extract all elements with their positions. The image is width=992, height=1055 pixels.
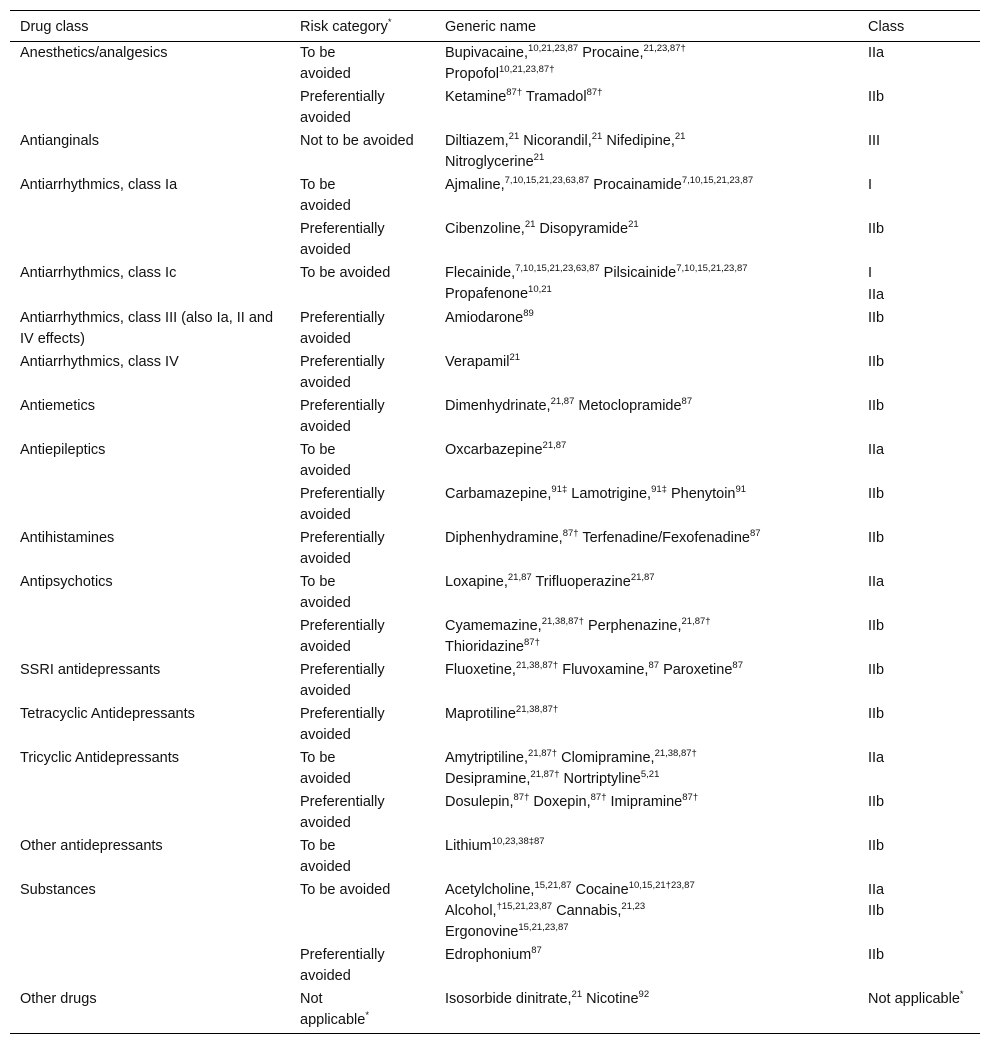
risk-category-text: Preferentially avoided [300, 662, 385, 699]
class-cell [858, 483, 980, 527]
drug-name: Metoclopramide [574, 398, 682, 414]
drug-name: Lithium [445, 838, 492, 854]
table-row [10, 944, 980, 988]
generic-name-cell [435, 86, 858, 130]
table-row [10, 615, 980, 659]
reference-superscript: 21,38,87† [515, 704, 559, 716]
drug-name: Procainamide [589, 177, 682, 193]
drug-name: Paroxetine [659, 662, 733, 678]
class-value: IIa [868, 882, 885, 898]
drug-name: Lamotrigine, [567, 486, 652, 502]
drug-name: Cannabis, [552, 903, 622, 919]
reference-superscript: 21 [533, 152, 545, 164]
class-cell [858, 791, 980, 835]
generic-name-line [445, 87, 852, 108]
reference-superscript: 21,38,87† [541, 616, 584, 628]
drug-name: Alcohol, [445, 903, 497, 919]
class-value: IIa [868, 750, 885, 766]
risk-category-text: To be avoided [300, 882, 391, 898]
class-cell [858, 879, 980, 944]
drug-class-cell: Antiarrhythmics, class IV [20, 354, 179, 370]
drug-name: Ajmaline, [445, 177, 505, 193]
reference-superscript: 21 [508, 131, 520, 143]
reference-superscript: 21,87† [681, 616, 711, 628]
reference-superscript: 21,87† [530, 769, 560, 781]
drug-name: Carbamazepine, [445, 486, 552, 502]
reference-superscript: 21,87 [550, 396, 575, 408]
table-row [10, 527, 980, 571]
class-value: I [868, 177, 873, 193]
generic-name-line [445, 219, 852, 240]
class-value: IIb [868, 903, 885, 919]
risk-category-text: To be avoided [300, 45, 351, 82]
generic-name-cell [435, 879, 858, 944]
generic-name-line [445, 43, 852, 64]
generic-name-line [445, 484, 852, 505]
drug-name: Cyamemazine, [445, 618, 542, 634]
risk-category-cell [290, 527, 435, 571]
class-value: IIb [868, 398, 885, 414]
risk-category-text: Preferentially avoided [300, 794, 385, 831]
generic-name-line [445, 922, 852, 943]
table-row [10, 262, 980, 307]
class-value: IIb [868, 706, 885, 722]
drug-class-cell: Antiarrhythmics, class Ia [20, 177, 178, 193]
drug-class-cell: SSRI antidepressants [20, 662, 161, 678]
risk-category-cell [290, 262, 435, 307]
class-cell [858, 835, 980, 879]
table-row [10, 218, 980, 262]
generic-name-line [445, 572, 852, 593]
generic-name-cell [435, 527, 858, 571]
risk-category-text: Not applicable [300, 991, 366, 1028]
table-row [10, 42, 980, 87]
risk-category-text: Preferentially avoided [300, 530, 385, 567]
risk-category-cell [290, 483, 435, 527]
reference-superscript: 15,21,87 [534, 880, 572, 892]
table-row [10, 351, 980, 395]
drug-name: Propofol [445, 66, 500, 82]
risk-category-cell [290, 130, 435, 174]
table-row [10, 791, 980, 835]
drug-class-cell: Other drugs [10, 988, 290, 1034]
class-value: IIa [868, 45, 885, 61]
generic-name-cell [435, 130, 858, 174]
generic-name-cell [435, 262, 858, 307]
drug-class-cell [10, 86, 290, 130]
drug-name: Cibenzoline, [445, 221, 525, 237]
risk-category-cell [290, 307, 435, 351]
generic-name-line [445, 308, 852, 329]
reference-superscript: 21,38,87† [654, 748, 697, 760]
class-cell [858, 527, 980, 571]
reference-superscript: 21 [509, 352, 521, 364]
table-row [10, 703, 980, 747]
reference-superscript: 21 [628, 219, 639, 231]
drug-class-cell: Antihistamines [20, 530, 115, 546]
risk-category-cell [290, 944, 435, 988]
reference-superscript: 7,10,15,21,23,63,87 [515, 263, 600, 275]
class-value: IIb [868, 486, 885, 502]
class-value: IIb [868, 89, 885, 105]
generic-name-cell [435, 944, 858, 988]
risk-category-cell [290, 879, 435, 944]
risk-category-cell [290, 659, 435, 703]
header-class: Class [858, 11, 980, 42]
generic-name-cell [435, 791, 858, 835]
drug-name: Edrophonium [445, 947, 532, 963]
reference-superscript: 87† [562, 528, 579, 540]
drug-name: Bupivacaine, [445, 45, 529, 61]
reference-superscript: 21,87† [528, 748, 558, 760]
risk-category-text: To be avoided [300, 442, 351, 479]
class-cell [858, 351, 980, 395]
drug-name: Nortriptyline [559, 771, 641, 787]
table-row [10, 835, 980, 879]
drug-name: Flecainide, [445, 265, 516, 281]
generic-name-line [445, 637, 852, 658]
risk-category-text: Preferentially avoided [300, 947, 385, 984]
reference-superscript: 7,10,15,21,23,87 [681, 175, 754, 187]
drug-risk-table [10, 10, 980, 1034]
table-row [10, 747, 980, 791]
reference-superscript: 87† [524, 637, 540, 649]
risk-category-cell [290, 218, 435, 262]
drug-name: Perphenazine, [583, 618, 682, 634]
drug-class-cell [10, 791, 290, 835]
generic-name-cell [435, 351, 858, 395]
class-cell [858, 988, 980, 1034]
reference-superscript: 21 [524, 219, 536, 231]
generic-name-cell [435, 307, 858, 351]
drug-name: Diphenhydramine, [445, 530, 563, 546]
reference-superscript: 87† [586, 87, 603, 99]
reference-superscript: 87 [531, 945, 542, 957]
generic-name-line [445, 901, 852, 922]
generic-name-cell [435, 218, 858, 262]
generic-name-line [445, 131, 852, 152]
class-value: IIa [868, 442, 885, 458]
reference-superscript: 87† [590, 792, 607, 804]
risk-category-cell [290, 747, 435, 791]
risk-category-text: Not to be avoided [300, 133, 414, 149]
reference-superscript: 10,15,21†23,87 [628, 880, 695, 892]
drug-name: Phenytoin [666, 486, 736, 502]
table-row [10, 879, 980, 944]
class-value: IIb [868, 838, 885, 854]
drug-class-cell [10, 615, 290, 659]
generic-name-cell [435, 659, 858, 703]
drug-class-cell [10, 218, 290, 262]
generic-name-line [445, 440, 852, 461]
drug-class-cell [10, 944, 290, 988]
drug-name: Nifedipine, [602, 133, 675, 149]
drug-name: Pilsicainide [599, 265, 677, 281]
reference-superscript: 21,87 [630, 572, 655, 584]
reference-superscript: 87 [648, 660, 660, 672]
drug-class-cell: Antiepileptics [20, 442, 106, 458]
drug-name: Nitroglycerine [445, 154, 534, 170]
drug-name: Ergonovine [445, 924, 519, 940]
drug-name: Dimenhydrinate, [445, 398, 551, 414]
drug-class-cell: Anesthetics/analgesics [20, 45, 168, 61]
risk-category-text: Preferentially avoided [300, 706, 385, 743]
generic-name-cell [435, 835, 858, 879]
class-cell [858, 439, 980, 483]
drug-class-cell: Antipsychotics [20, 574, 113, 590]
drug-name: Procaine, [578, 45, 644, 61]
table-row [10, 174, 980, 218]
class-cell [858, 42, 980, 87]
class-value: IIb [868, 947, 885, 963]
header-risk-category [290, 11, 435, 42]
class-cell [858, 86, 980, 130]
class-cell [858, 130, 980, 174]
reference-superscript: 87 [750, 528, 761, 540]
class-cell [858, 944, 980, 988]
drug-name: Diltiazem, [445, 133, 509, 149]
generic-name-line [445, 945, 852, 966]
drug-class-cell: Antiemetics [20, 398, 95, 414]
generic-name-line [445, 352, 852, 373]
generic-name-line [445, 284, 852, 305]
drug-name: Amytriptiline, [445, 750, 528, 766]
table-row [10, 395, 980, 439]
risk-category-text: Preferentially avoided [300, 398, 385, 435]
reference-superscript: 87† [506, 87, 523, 99]
class-cell [858, 218, 980, 262]
drug-name: Nicotine [582, 991, 639, 1007]
risk-category-text: Preferentially avoided [300, 486, 385, 523]
class-cell [858, 703, 980, 747]
class-cell [858, 174, 980, 218]
drug-name: Verapamil [445, 354, 510, 370]
drug-class-cell [10, 483, 290, 527]
risk-category-text: To be avoided [300, 265, 391, 281]
class-cell [858, 395, 980, 439]
drug-name: Tramadol [522, 89, 587, 105]
reference-superscript: 7,10,15,21,23,63,87 [504, 175, 590, 187]
class-cell [858, 615, 980, 659]
class-cell [858, 571, 980, 615]
drug-name: Fluoxetine, [445, 662, 516, 678]
reference-superscript: 21 [591, 131, 603, 143]
reference-superscript: †15,21,23,87 [496, 901, 553, 913]
generic-name-line [445, 616, 852, 637]
risk-category-text: Preferentially avoided [300, 354, 385, 391]
drug-name: Fluvoxamine, [558, 662, 649, 678]
reference-superscript: 89 [523, 308, 534, 320]
class-cell [858, 307, 980, 351]
generic-name-cell [435, 439, 858, 483]
generic-name-line [445, 989, 852, 1010]
generic-name-cell [435, 615, 858, 659]
drug-class-cell: Tetracyclic Antidepressants [20, 706, 195, 722]
drug-class-cell: Antiarrhythmics, class Ic [20, 265, 177, 281]
drug-name: Imipramine [606, 794, 683, 810]
generic-name-cell [435, 988, 858, 1034]
class-cell [858, 659, 980, 703]
drug-name: Disopyramide [535, 221, 629, 237]
class-value: IIa [868, 574, 885, 590]
reference-superscript: 91‡ [551, 484, 568, 496]
drug-name: Maprotiline [445, 706, 516, 722]
reference-superscript: 92 [638, 989, 650, 1001]
risk-category-text: To be avoided [300, 177, 351, 214]
generic-name-line [445, 660, 852, 681]
generic-name-line [445, 396, 852, 417]
drug-name: Ketamine [445, 89, 507, 105]
risk-category-cell [290, 42, 435, 87]
class-cell [858, 262, 980, 307]
reference-superscript: 10,21,23,87 [528, 43, 579, 55]
class-value: IIb [868, 662, 885, 678]
risk-category-cell [290, 174, 435, 218]
drug-name: Oxcarbazepine [445, 442, 543, 458]
drug-name: Acetylcholine, [445, 882, 535, 898]
risk-category-cell [290, 86, 435, 130]
reference-superscript: 10,23,38‡87 [491, 836, 545, 848]
class-value: Not applicable [868, 991, 960, 1007]
drug-name: Doxepin, [529, 794, 591, 810]
drug-name: Loxapine, [445, 574, 508, 590]
generic-name-cell [435, 483, 858, 527]
class-value: IIb [868, 354, 885, 370]
table-row [10, 86, 980, 130]
reference-superscript: 10,21 [528, 284, 552, 296]
generic-name-line [445, 64, 852, 85]
generic-name-line [445, 152, 852, 173]
risk-category-cell [290, 988, 435, 1034]
class-value: IIa [868, 287, 885, 303]
risk-category-cell [290, 615, 435, 659]
risk-category-text: Preferentially avoided [300, 221, 385, 258]
generic-name-line [445, 704, 852, 725]
reference-superscript: 91 [735, 484, 747, 496]
class-value: IIb [868, 221, 885, 237]
reference-superscript: 21,87 [507, 572, 532, 584]
generic-name-line [445, 792, 852, 813]
table-row [10, 307, 980, 351]
reference-superscript: 21 [674, 131, 686, 143]
reference-superscript: 87† [513, 792, 530, 804]
drug-name: Isosorbide dinitrate, [445, 991, 572, 1007]
class-value: I [868, 265, 873, 281]
drug-name: Clomipramine, [557, 750, 655, 766]
reference-superscript: 10,21,23,87† [499, 64, 555, 76]
generic-name-line [445, 769, 852, 790]
risk-category-cell [290, 351, 435, 395]
table-row [10, 439, 980, 483]
risk-category-text: To be avoided [300, 838, 351, 875]
generic-name-line [445, 836, 852, 857]
reference-superscript: 87 [732, 660, 743, 672]
drug-name: Thioridazine [445, 639, 524, 655]
class-value: III [868, 133, 881, 149]
reference-superscript: 7,10,15,21,23,87 [676, 263, 748, 275]
table-row [10, 130, 980, 174]
risk-footnote-mark: * [365, 1010, 370, 1022]
reference-superscript: 21 [571, 989, 583, 1001]
drug-name: Nicorandil, [519, 133, 592, 149]
class-value: IIb [868, 530, 885, 546]
generic-name-cell [435, 174, 858, 218]
risk-category-text: To be avoided [300, 750, 351, 787]
drug-name: Trifluoperazine [531, 574, 631, 590]
drug-class-cell: Tricyclic Antidepressants [20, 750, 180, 766]
reference-superscript: 87† [682, 792, 699, 804]
reference-superscript: 21,23,87† [643, 43, 686, 55]
risk-category-text: To be avoided [300, 574, 351, 611]
drug-class-cell: Other antidepressants [20, 838, 163, 854]
generic-name-line [445, 528, 852, 549]
reference-superscript: 21,23 [621, 901, 646, 913]
table-header [10, 11, 980, 42]
class-value: IIb [868, 618, 885, 634]
generic-name-line [445, 880, 852, 901]
drug-name: Desipramine, [445, 771, 531, 787]
risk-category-cell [290, 439, 435, 483]
generic-name-cell [435, 395, 858, 439]
drug-name: Dosulepin, [445, 794, 514, 810]
drug-class-cell: Antianginals [20, 133, 99, 149]
generic-name-cell [435, 571, 858, 615]
generic-name-cell [435, 42, 858, 87]
drug-class-cell: Antiarrhythmics, class III (also Ia, II and IV effects) [20, 310, 274, 347]
reference-superscript: 5,21 [640, 769, 660, 781]
class-cell [858, 747, 980, 791]
reference-superscript: 87 [681, 396, 693, 408]
header-generic-name: Generic name [435, 11, 858, 42]
drug-name: Propafenone [445, 286, 529, 302]
drug-name: Terfenadine/Fexofenadine [578, 530, 750, 546]
class-footnote-mark: * [959, 989, 964, 1001]
reference-superscript: 21,38,87† [515, 660, 559, 672]
header-risk-category-footnote: * [387, 17, 392, 29]
generic-name-line [445, 748, 852, 769]
table-row [10, 659, 980, 703]
reference-superscript: 21,87 [542, 440, 567, 452]
risk-category-text: Preferentially avoided [300, 310, 385, 347]
risk-category-cell [290, 571, 435, 615]
generic-name-cell [435, 703, 858, 747]
drug-class-cell: Substances [20, 882, 96, 898]
header-risk-category-label: Risk category [300, 19, 388, 35]
risk-category-cell [290, 835, 435, 879]
reference-superscript: 91‡ [651, 484, 667, 496]
drug-name: Amiodarone [445, 310, 524, 326]
table-row [10, 571, 980, 615]
class-value: IIb [868, 310, 885, 326]
risk-category-cell [290, 395, 435, 439]
table-row [10, 483, 980, 527]
reference-superscript: 15,21,23,87 [518, 922, 569, 934]
table-row [10, 988, 980, 1034]
generic-name-cell [435, 747, 858, 791]
table-body [10, 42, 980, 1034]
generic-name-line [445, 175, 852, 196]
risk-category-cell [290, 791, 435, 835]
drug-name: Cocaine [571, 882, 629, 898]
header-drug-class: Drug class [10, 11, 290, 42]
class-value: IIb [868, 794, 885, 810]
generic-name-line [445, 263, 852, 284]
risk-category-cell [290, 703, 435, 747]
header-row [10, 11, 980, 42]
risk-category-text: Preferentially avoided [300, 618, 385, 655]
risk-category-text: Preferentially avoided [300, 89, 385, 126]
